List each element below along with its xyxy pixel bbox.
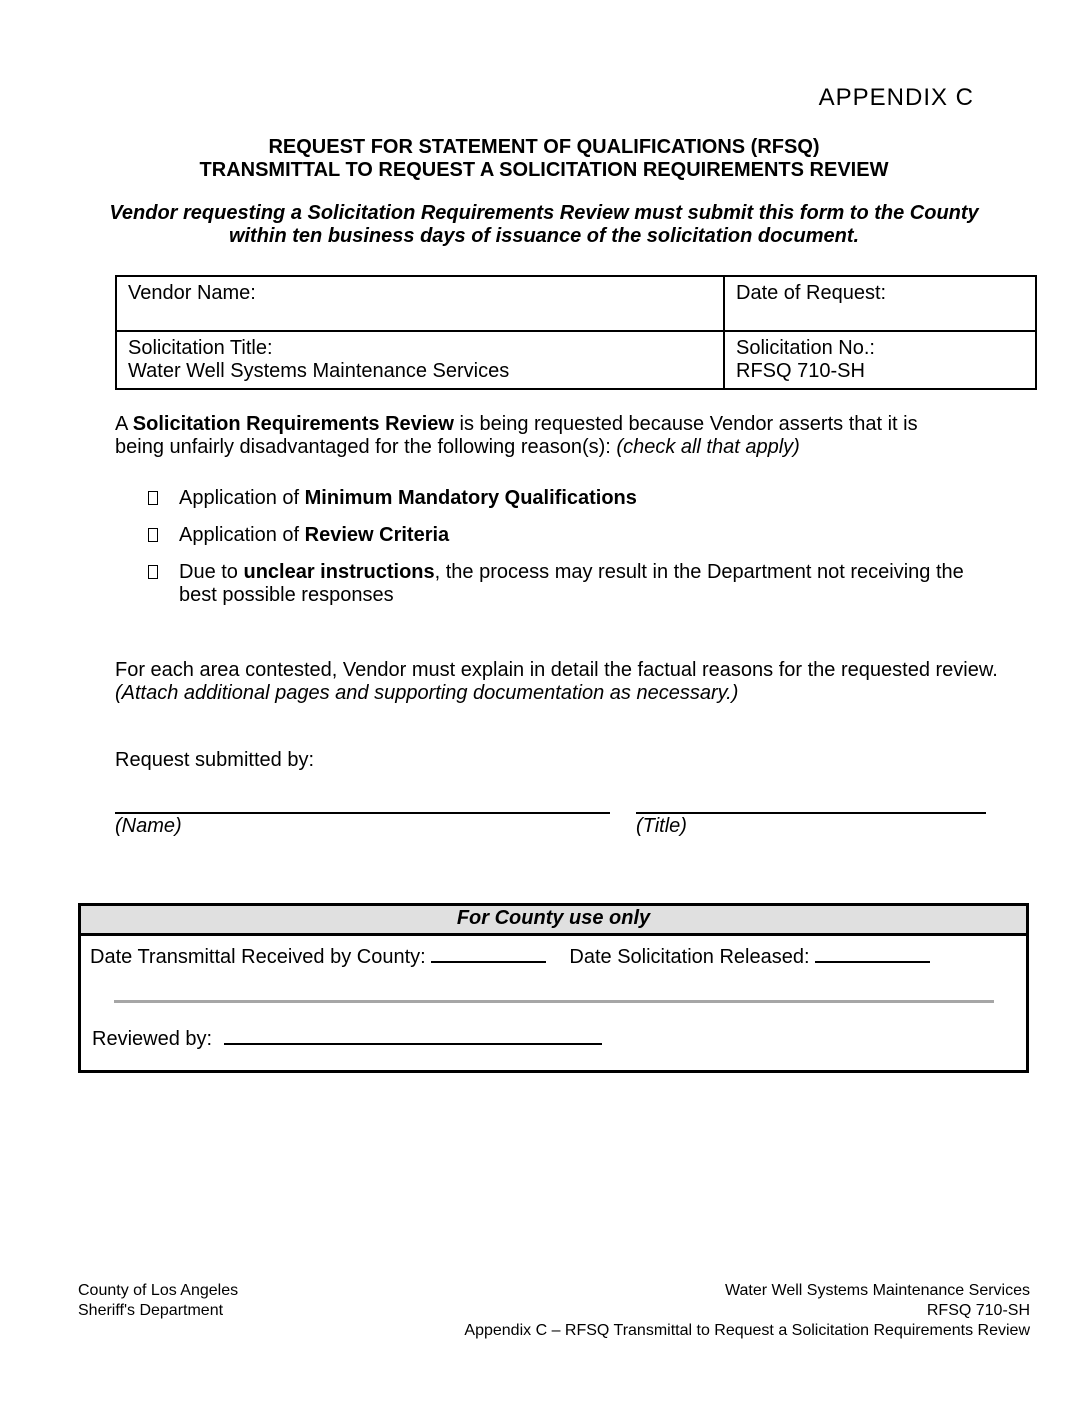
checkbox-review-criteria[interactable] xyxy=(148,528,158,542)
item-text: Application of xyxy=(179,524,305,546)
checklist-item-label xyxy=(179,561,969,607)
county-use-only-body xyxy=(81,936,1026,1051)
footer-rfsq-number: RFSQ 710-SH xyxy=(926,1302,1030,1319)
footer-department-name: Sheriff's Department xyxy=(78,1302,224,1319)
table-row xyxy=(116,276,1036,331)
solicitation-no-cell xyxy=(724,331,1036,389)
intro-middle: is being requested because Vendor asserts that it is being unfairly disadvantaged for the following reason(s): xyxy=(115,413,918,458)
signature-row xyxy=(115,812,1088,838)
name-label: (Name) xyxy=(115,815,182,837)
checklist-item-label xyxy=(179,487,637,510)
solicitation-title-label: Solicitation Title: xyxy=(128,337,273,359)
name-signature-line[interactable] xyxy=(115,812,610,814)
page-footer xyxy=(78,1281,1030,1341)
item-text: Application of xyxy=(179,487,305,509)
intro-prefix: A xyxy=(115,413,133,435)
review-request-paragraph xyxy=(115,413,930,459)
title-label: (Title) xyxy=(636,815,687,837)
item-text: Due to xyxy=(179,561,244,583)
date-of-request-cell[interactable] xyxy=(724,276,1036,331)
checkbox-minimum-qualifications[interactable] xyxy=(148,491,158,505)
county-divider-line xyxy=(114,1000,994,1003)
title-signature-line[interactable] xyxy=(636,812,986,814)
reviewed-by-label: Reviewed by: xyxy=(92,1028,213,1050)
explain-line1: For each area contested, Vendor must explain in detail the factual reasons for the requested review. xyxy=(115,659,998,681)
date-transmittal-label: Date Transmittal Received by County: xyxy=(90,946,426,968)
reason-checklist xyxy=(148,487,1088,607)
vendor-name-label: Vendor Name: xyxy=(128,282,256,304)
appendix-label: APPENDIX C xyxy=(818,84,974,111)
checklist-item-unclear-instructions xyxy=(148,561,1088,607)
solicitation-title-cell xyxy=(116,331,724,389)
checklist-item-minimum-qualifications xyxy=(148,487,1088,510)
explain-instructions xyxy=(115,659,1015,705)
date-of-request-label: Date of Request: xyxy=(736,282,887,304)
reviewed-by-row xyxy=(92,1027,1017,1051)
footer-left-block xyxy=(78,1281,238,1341)
date-transmittal-fill-line[interactable] xyxy=(431,945,546,963)
checklist-item-review-criteria xyxy=(148,524,1088,547)
checkbox-unclear-instructions[interactable] xyxy=(148,565,158,579)
footer-services-title: Water Well Systems Maintenance Services xyxy=(725,1282,1030,1299)
item-bold-text: Review Criteria xyxy=(304,524,450,546)
document-title-line1: REQUEST FOR STATEMENT OF QUALIFICATIONS (RFSQ) xyxy=(268,136,820,158)
request-submitted-by-label: Request submitted by: xyxy=(115,749,314,771)
reviewed-by-fill-line[interactable] xyxy=(224,1027,602,1045)
county-dates-row xyxy=(90,945,1017,969)
item-text: , the process may result in the Department not receiving the best possible responses xyxy=(179,561,964,606)
solicitation-no-label: Solicitation No.: xyxy=(736,337,875,359)
item-bold-text: Minimum Mandatory Qualifications xyxy=(304,487,637,509)
date-released-fill-line[interactable] xyxy=(815,945,930,963)
county-use-only-header: For County use only xyxy=(81,906,1026,936)
signature-name-block xyxy=(115,812,610,838)
vendor-notice-line1: Vendor requesting a Solicitation Requirements Review must submit this form to the County xyxy=(109,202,979,224)
checklist-item-label xyxy=(179,524,449,547)
explain-line2: (Attach additional pages and supporting documentation as necessary.) xyxy=(115,682,739,704)
solicitation-info-table xyxy=(115,275,1037,390)
table-row xyxy=(116,331,1036,389)
solicitation-no-value: RFSQ 710-SH xyxy=(736,360,865,382)
intro-check-all-note: (check all that apply) xyxy=(616,436,800,458)
footer-right-block xyxy=(464,1281,1030,1341)
date-released-label: Date Solicitation Released: xyxy=(569,946,810,968)
footer-county-name: County of Los Angeles xyxy=(78,1282,239,1299)
footer-appendix-title: Appendix C – RFSQ Transmittal to Request a Solicitation Requirements Review xyxy=(464,1322,1030,1339)
vendor-notice xyxy=(0,202,1088,248)
intro-bold-term: Solicitation Requirements Review xyxy=(132,413,454,435)
county-use-only-box xyxy=(78,903,1029,1073)
signature-title-block xyxy=(636,812,986,838)
vendor-name-cell[interactable] xyxy=(116,276,724,331)
document-title-line2: TRANSMITTAL TO REQUEST A SOLICITATION REQUIREMENTS REVIEW xyxy=(199,159,889,181)
solicitation-title-value: Water Well Systems Maintenance Services xyxy=(128,360,510,382)
item-bold-text: unclear instructions xyxy=(243,561,435,583)
vendor-notice-line2: within ten business days of issuance of the solicitation document. xyxy=(228,225,860,247)
